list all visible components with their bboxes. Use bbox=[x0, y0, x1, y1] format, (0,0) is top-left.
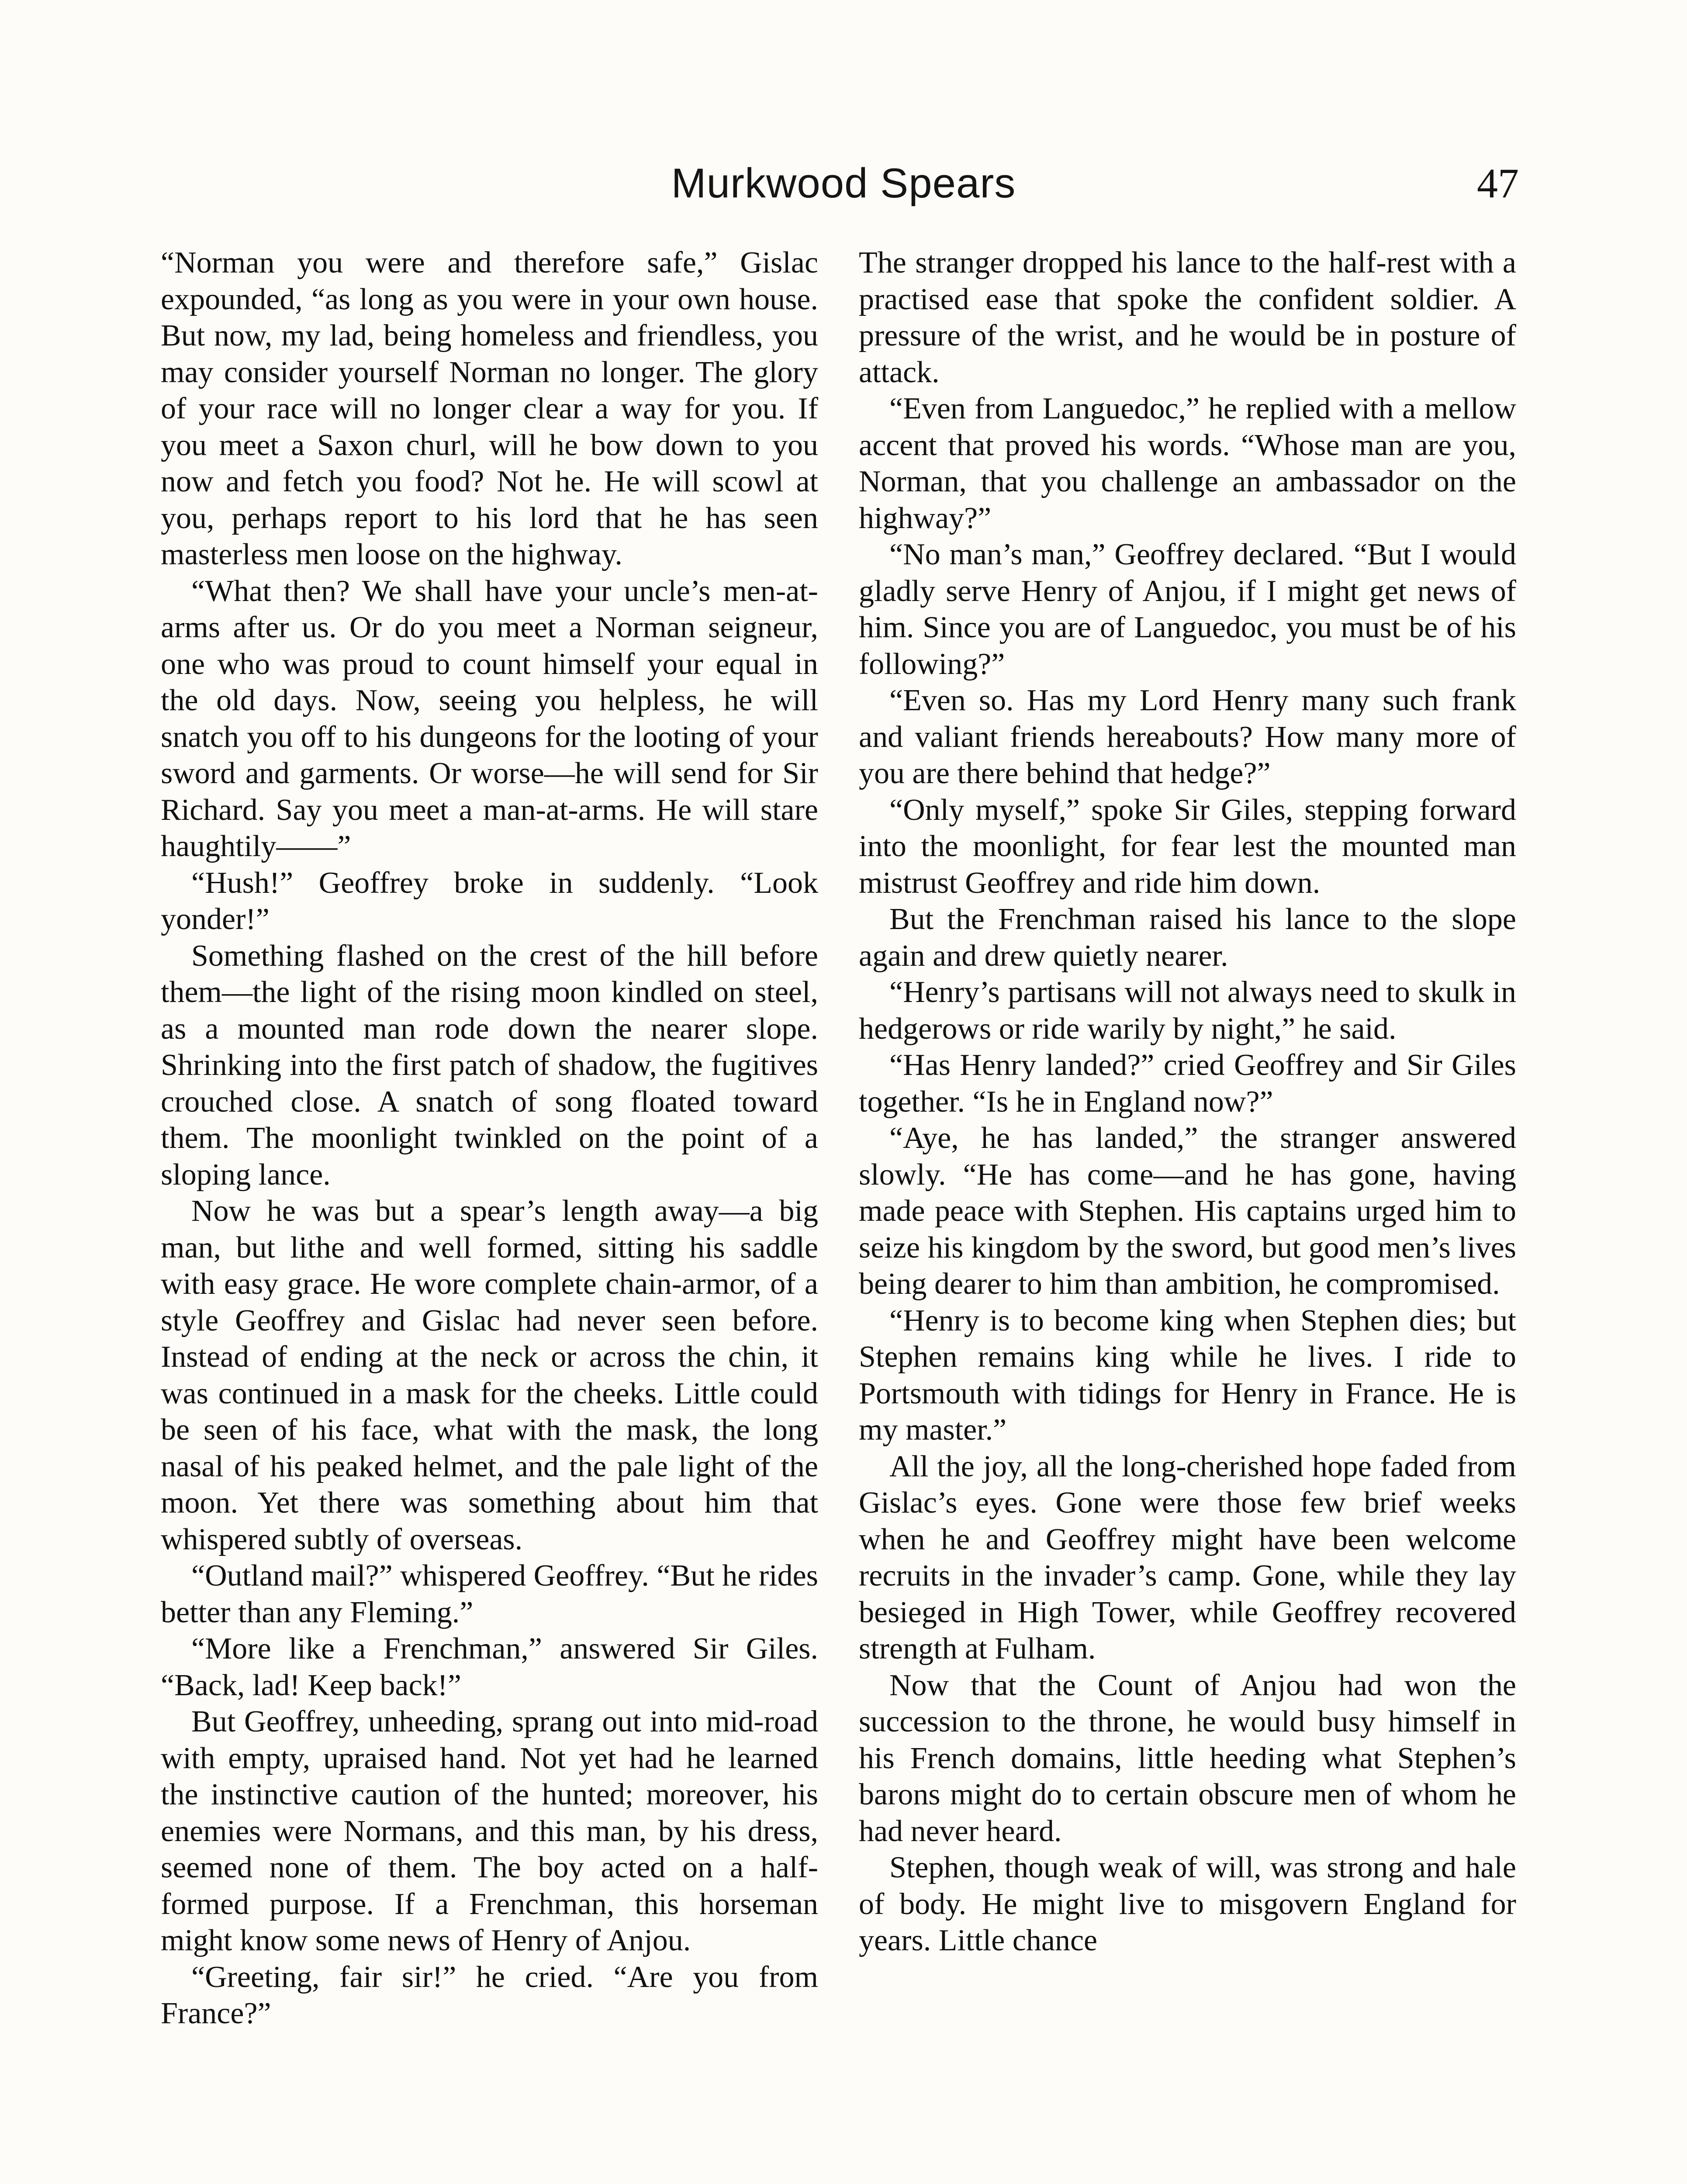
paragraph: The stranger dropped his lance to the half-rest with a practised ease that spoke the confident soldier. A pressure of the wrist, and he would be in posture of attack. bbox=[859, 246, 1516, 389]
paragraph: Now he was but a spear’s length away—a big man, but lithe and well formed, sitting his saddle with easy grace. He wore complete chain-armor, of a style Geoffrey and Gislac had never seen before. Instead of ending at the neck or across the chin, it was continued in a mask for the cheeks. Little could be seen of his face, what with the mask, the long nasal of his peaked helmet, and the pale light of the moon. Yet there was something about him that whispered subtly of overseas. bbox=[161, 1194, 818, 1556]
paragraph: “What then? We shall have your uncle’s men-at-arms after us. Or do you meet a Norman seigneur, one who was proud to count himself your equal in the old days. Now, seeing you helpless, he will snatch you off to his dungeons for the looting of your sword and garments. Or worse—he will send for Sir Richard. Say you meet a man-at-arms. He will stare haughtily——” bbox=[161, 574, 818, 863]
paragraph: “Even so. Has my Lord Henry many such frank and valiant friends hereabouts? How many more of you are there behind that hedge?” bbox=[859, 684, 1516, 790]
paragraph: Stephen, though weak of will, was strong and hale of body. He might live to misgovern England for years. Little chance bbox=[859, 1851, 1516, 1957]
paragraph: “Hush!” Geoffrey broke in suddenly. “Look yonder!” bbox=[161, 866, 818, 936]
paragraph: “Norman you were and therefore safe,” Gislac expounded, “as long as you were in your own house. But now, my lad, being homeless and friendless, you may consider yourself Norman no longer. The glory of your race will no longer clear a way for you. If you meet a Saxon churl, will he bow down to you now and fetch you food? Not he. He will scowl at you, perhaps report to his lord that he has seen masterless men loose on the highway. bbox=[161, 246, 818, 571]
paragraph: “More like a Frenchman,” answered Sir Giles. “Back, lad! Keep back!” bbox=[161, 1632, 818, 1702]
page-number: 47 bbox=[1477, 160, 1519, 207]
paragraph: “Has Henry landed?” cried Geoffrey and Sir Giles together. “Is he in England now?” bbox=[859, 1048, 1516, 1119]
paragraph: “No man’s man,” Geoffrey declared. “But I would gladly serve Henry of Anjou, if I might get news of him. Since you are of Languedoc, you must be of his following?” bbox=[859, 538, 1516, 681]
paragraph: Something flashed on the crest of the hill before them—the light of the rising moon kindled on steel, as a mounted man rode down the nearer slope. Shrinking into the first patch of shadow, the fugitives crouched close. A snatch of song floated toward them. The moonlight twinkled on the point of a sloping lance. bbox=[161, 939, 818, 1192]
left-column bbox=[161, 245, 818, 2184]
paragraph: “Aye, he has landed,” the stranger answered slowly. “He has come—and he has gone, having made peace with Stephen. His captains urged him to seize his kingdom by the sword, but good men’s lives being dearer to him than ambition, he compromised. bbox=[859, 1121, 1516, 1301]
paragraph: “Greeting, fair sir!” he cried. “Are you from France?” bbox=[161, 1960, 818, 2030]
paragraph: But the Frenchman raised his lance to the slope again and drew quietly nearer. bbox=[859, 902, 1516, 973]
paragraph: All the joy, all the long-cherished hope faded from Gislac’s eyes. Gone were those few brief weeks when he and Geoffrey might have been welcome recruits in the invader’s camp. Gone, while they lay besieged in High Tower, while Geoffrey recovered strength at Fulham. bbox=[859, 1449, 1516, 1666]
paragraph: “Only myself,” spoke Sir Giles, stepping forward into the moonlight, for fear lest the mounted man mistrust Geoffrey and ride him down. bbox=[859, 793, 1516, 900]
right-column bbox=[859, 245, 1516, 2184]
paragraph: But Geoffrey, unheeding, sprang out into mid-road with empty, upraised hand. Not yet had he learned the instinctive caution of the hunted; moreover, his enemies were Normans, and this man, by his dress, seemed none of them. The boy acted on a half-formed purpose. If a Frenchman, this horseman might know some news of Henry of Anjou. bbox=[161, 1705, 818, 1957]
paragraph: “Henry’s partisans will not always need to skulk in hedgerows or ride warily by night,” he said. bbox=[859, 975, 1516, 1046]
paragraph: “Outland mail?” whispered Geoffrey. “But he rides better than any Fleming.” bbox=[161, 1559, 818, 1629]
page-header bbox=[0, 155, 1687, 212]
running-title: Murkwood Spears bbox=[671, 160, 1016, 207]
paragraph: Now that the Count of Anjou had won the succession to the throne, he would busy himself in his French domains, little heeding what Stephen’s barons might do to certain obscure men of whom he had never heard. bbox=[859, 1668, 1516, 1848]
paragraph: “Even from Languedoc,” he replied with a mellow accent that proved his words. “Whose man are you, Norman, that you challenge an ambassador on the highway?” bbox=[859, 392, 1516, 535]
paragraph: “Henry is to become king when Stephen dies; but Stephen remains king while he lives. I ride to Portsmouth with tidings for Henry in France. He is my master.” bbox=[859, 1303, 1516, 1447]
